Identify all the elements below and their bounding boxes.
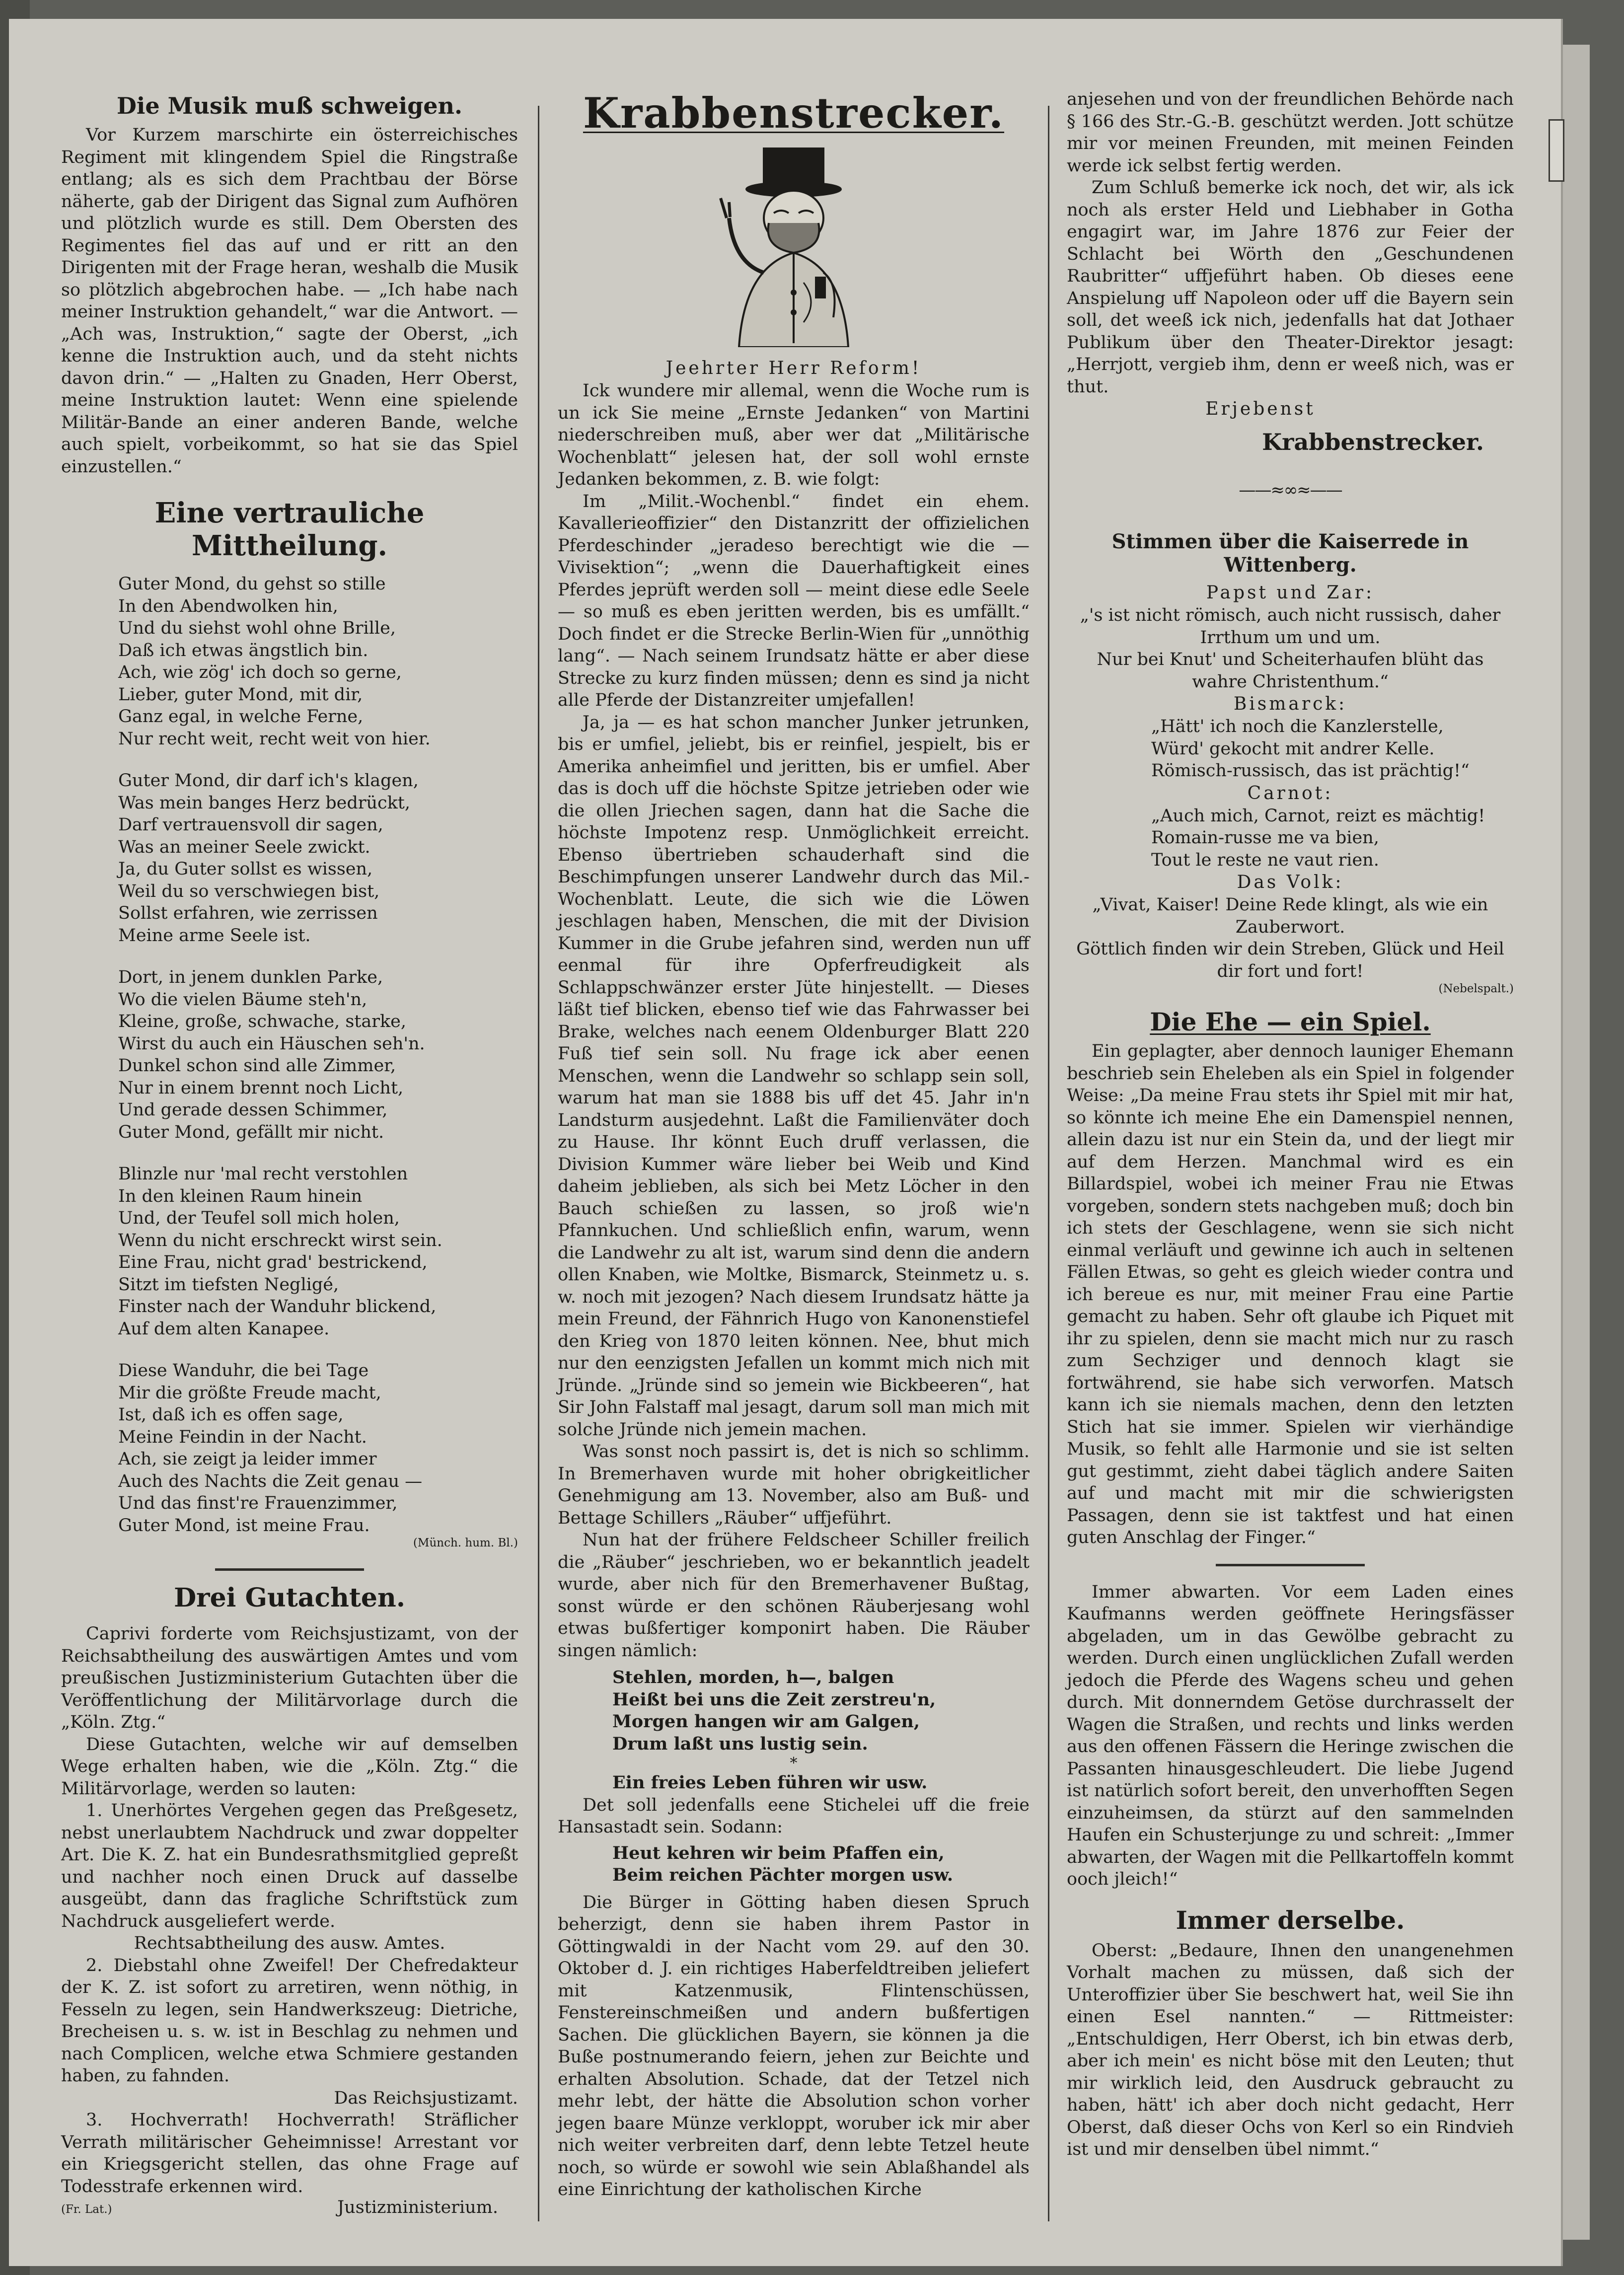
poem-line: Meine arme Seele ist. [118,925,311,946]
poem-line: Sitzt im tiefsten Negligé, [118,1274,339,1295]
verse-line: Römisch-russisch, das ist prächtig!“ [1151,761,1470,781]
gutachten-intro: Caprivi forderte vom Reichsjustizamt, von der Reichsabtheilung des auswärtigen Amtes und vom preußischen Justizministerium Gutachten über die Veröffentlichung der Militärvorlage durch die „Köln. Ztg.“ [61,1624,518,1732]
poem-line: Und, der Teufel soll mich holen, [118,1208,400,1228]
verse-2: Ein freies Leben führen wir usw. [612,1772,928,1793]
column-right [1067,19,1514,2161]
poem-line: Wirst du auch ein Häuschen seh'n. [118,1033,425,1054]
poem-line: Dunkel schon sind alle Zimmer, [118,1056,396,1076]
poem-line: Und das finst're Frauenzimmer, [118,1493,398,1513]
mittheilung-title: Eine vertrauliche Mittheilung. [154,497,425,562]
verse-line: Drum laßt uns lustig sein. [612,1733,868,1754]
poem-line: Ganz egal, in welche Ferne, [118,707,364,727]
gutachten-p2: Diese Gutachten, welche wir auf demselben Wege erhalten haben, wie die „Köln. Ztg.“ die Militärvorlage, werden so lauten: [61,1734,518,1799]
poem-line: Meine Feindin in der Nacht. [118,1427,367,1447]
abwarten-text: Immer abwarten. Vor eem Laden eines Kaufmanns werden geöffnete Heringsfässer abgeladen, um in das Gewölbe gebracht zu werden. Durch einen unglücklichen Zufall werden jedoch die Pferde des Wagens scheu und gehen durch. Mit donnerndem Getöse durchrasselt der Wagen die Straßen, und rechts und links werden aus den offenen Fässern die Heringe zwischen die Passanten hinausgeschleudert. Die liebe Jugend ist natürlich sofort bereit, den unverhofften Segen einzuheimsen, da stürzt auf den sammelnden Haufen ein Schusterjunge zu und schreit: „Immer abwarten, der Wagen mit die Pellkartoffeln kommt ooch jleich!“ [1067,1582,1514,1889]
column-middle [558,19,1030,2201]
salutation: Jeehrter Herr Reform! [665,358,922,378]
poem-line: Guter Mond, du gehst so stille [118,574,386,594]
column-left [61,19,518,2217]
poem-line: Kleine, große, schwache, starke, [118,1012,407,1031]
poem-line: Ach, sie zeigt ja leider immer [118,1449,377,1469]
krabben-cont-1: anjesehen und von der freundlichen Behörde nach § 166 des Str.-G.-B. geschützt werden. Jott schütze mir vor meinen Freunden, mit meinen Feinden werde ick selbst fertig werden. [1067,89,1514,176]
krabben-p2: Im „Milit.-Wochenbl.“ findet ein ehem. Kavallerieoffizier“ den Distanzritt der offizielichen Pferdeschinder „jeradeso berechtigt wie die — Vivisektion“; „wenn die Dauerhaftigkeit eines Pferdes jeprüft werden soll — meint diese edle Seele — so muß es eben jeritten werden, bis es umfällt.“ Doch findet er die Strecke Berlin-Wien für „unnöthig lang“. — Nach seinem Irundsatz hätte er aber diese Strecke zu kurz finden müssen; denn es sind ja nicht alle Pferde der Distanzreiter umjefallen! [558,491,1030,710]
poem-line: Auch des Nachts die Zeit genau — [118,1471,423,1491]
ehe-title: Die Ehe — ein Spiel. [1150,1007,1431,1036]
poem-line: Was an meiner Seele zwickt. [118,837,370,857]
kaiser-v4-b: Göttlich finden wir dein Streben, Glück und Heil dir fort und fort! [1076,939,1504,981]
poem [61,573,518,1537]
kaiser-v1-b: Nur bei Knut' und Scheiterhaufen blüht das wahre Christenthum.“ [1097,650,1484,692]
derselbe-text: Oberst: „Bedaure, Ihnen den unangenehmen Vorhalt machen zu müssen, daß sich der Unteroffizier über Sie beschwert hat, weil Sie ihn einen Esel nannten.“ — Rittmeister: „Entschuldigen, Herr Oberst, ich bin etwas derb, aber ich mein' es nicht böse mit den Leuten; thut mir wirklich leid, den Ausdruck gebraucht zu haben, hätt' ich aber doch nicht gedacht, Herr Oberst, daß dieser Ochs von Kerl so ein Rindvieh ist und mir denselben übel nimmt.“ [1067,1940,1514,2159]
poem-line: Und gerade dessen Schimmer, [118,1100,388,1120]
kaiser-v4-a: „Vivat, Kaiser! Deine Rede klingt, als wie ein Zauberwort. [1092,895,1488,937]
poem-line: Und du siehst wohl ohne Brille, [118,618,396,638]
gutachten-title: Drei Gutachten. [174,1583,405,1613]
verse-line: „Auch mich, Carnot, reizt es mächtig! [1151,806,1485,826]
verse-line: „Hätt' ich noch die Kanzlerstelle, [1151,717,1444,736]
gutachten-p5: 3. Hochverrath! Hochverrath! Sträflicher Verrath militärischer Geheimnisse! Arrestant vor ein Kriegsgericht stellen, das ohne Frage auf Todesstrafe erkennen wird. [61,2110,518,2197]
poem-line: Blinzle nur 'mal recht verstohlen [118,1164,408,1184]
poem-line: Ist, daß ich es offen sage, [118,1405,344,1425]
krabben-p3: Ja, ja — es hat schon mancher Junker jetrunken, bis er umfiel, jeliebt, bis er reinfiel, jespielt, bis er Amerika anheimfiel und jeritten, bis er umfiel. Aber das is doch uff die höchste Spitze jetrieben oder wie die ollen Jriechen sagen, dann hat die Sache die höchste Impotenz resp. Unmöglichkeit erreicht. Ebenso übertrieben schauderhaft sind die Beschimpfungen unserer Landwehr durch das Mil.-Wochenblatt. Leute, die sich wie die Löwen jeschlagen haben, Menschen, die mit der Division Kummer in die Grube jefahren sind, werden nun uff eenmal für ihre Opferfreudigkeit als Schlappschwänzer erster Jüte hinjestellt. — Dieses läßt tief blicken, ebenso tief wie das Fahrwasser bei Brake, welches nach eenem Oldenburger Blatt 220 Fuß tief sein soll. Nu frage ick aber eenen Menschen, wenn die Landwehr so schlapp sein soll, warum hat man sie 1888 bis uff det 45. Jahr in'n Landsturm ausjedehnt. Laßt die Familienväter doch zu Hause. Ihr könnt Euch druff verlassen, die Division Kummer wäre lieber bei Weib und Kind daheim jeblieben, als sich bei Metz Löcher in den Bauch schießen zu lassen, so jroß wie'n Pfannkuchen. Und schließlich enfin, warum, wenn die Landwehr zu alt ist, warum sind denn die andern ollen Knaben, wie Moltke, Bismarck, Steinmetz u. s. w. noch mit jezogen? Nach diesem Irundsatz hätte ja mein Freund, der Fähnrich Hugo von Kanonenstiefel den Krieg von 1870 leiten können. Nee, bhut mich nur den eenzigsten Jefallen un kommt mich nich mit Jründe. „Jründe sind so jemein wie Bickbeeren“, hat Sir John Falstaff mal jesagt, darum soll man mich mit solche Jründe nich jemein machen. [558,712,1030,1440]
verse-line: Stehlen, morden, h—, balgen [612,1667,894,1688]
krabben-p4: Was sonst noch passirt is, det is nich so schlimm. In Bremerhaven wurde mit hoher obrigkeitlicher Genehmigung am 13. November, also am Buß- und Bettage Schillers „Räuber“ uffjeführt. [558,1442,1030,1528]
poem-line: Ach, wie zög' ich doch so gerne, [118,662,402,682]
poem-line: Guter Mond, gefällt mir nicht. [118,1122,384,1142]
poem-line: Nur in einem brennt noch Licht, [118,1078,404,1098]
signature: Krabbenstrecker. [1262,429,1484,455]
poem-line: In den kleinen Raum hinein [118,1186,363,1206]
bismarck-verse [1067,716,1514,782]
poem-line: Auf dem alten Kanapee. [118,1319,330,1339]
kaiser-title: Stimmen über die Kaiserrede in Wittenberg. [1111,530,1469,577]
krabben-p7: Die Bürger in Götting haben diesen Spruch beherzigt, denn sie haben ihrem Pastor in Göttingwaldi in der Nacht vom 29. auf den 30. Oktober d. J. ein richtiges Haberfeldtreiben jeliefert mit Katzenmusik, Flintenschüssen, Fenstereinschmeißen und andern bußfertigen Sachen. Die glücklichen Bayern, sie können ja die Buße postnumerando feiern, jehen zur Beichte und erhalten Absolution. Schade, dat der Tetzel nich mehr lebt, der hätte die Absolution schon vorher jegen baare Münze verkloppt, woruber ick mir aber nich weiter verbreiten darf, denn lebte Tetzel heute noch, so würde er sowohl wie sein Ablaßhandel als eine Einrichtung der katholischen Kirche [558,1892,1030,2200]
poem-line: Sollst erfahren, wie zerrissen [118,903,378,923]
krabben-cont-2: Zum Schluß bemerke ick noch, det wir, als ick noch als erster Held und Liebhaber in Gotha engagirt war, im Jahre 1876 zur Feier der Schlacht bei Wörth den „Geschundenen Raubritter“ uffjeführt haben. Ob dieses eene Anspielung uff Napoleon oder uff die Bayern sein soll, det weeß ick nich, jedenfalls hat dat Jothaer Publikum über den Theater-Direktor jesagt: „Herrjott, vergieb ihm, denn er weeß nich, was er thut. [1067,178,1514,397]
krabben-p5: Nun hat der frühere Feldscheer Schiller freilich die „Räuber“ jeschrieben, wo er bekanntlich jeadelt wurde, aber nich für den Bremerhavener Bußtag, sonst würde er den schönen Räuberjesang wohl etwas bußfertiger komponirt haben. Die Räuber singen nämlich: [558,1530,1030,1661]
verse-line: Beim reichen Pächter morgen usw. [612,1865,954,1885]
poem-line: Was mein banges Herz bedrückt, [118,793,410,813]
gutachten-signature-3: Justizministerium. [337,2198,498,2217]
poem-line: Lieber, guter Mond, mit dir, [118,684,363,705]
raeuber-verse [558,1667,1030,1755]
poem-line: Wo die vielen Bäume steh'n, [118,989,368,1010]
gutachten-signature-1: Rechtsabtheilung des ausw. Amtes. [134,1933,445,1953]
asterisk: * [790,1755,798,1772]
verse-line: Tout le reste ne vaut rien. [1151,850,1379,870]
gutachten-source: (Fr. Lat.) [61,2203,112,2216]
derselbe-title: Immer derselbe. [1176,1905,1405,1935]
krabben-p1: Ick wundere mir allemal, wenn die Woche rum is un ick Sie meine „Ernste Jedanken“ von Martini niederschreiben muß, aber wer dat „Militärische Wochenblatt“ jelesen hat, der soll wohl ernste Jedanken bekommen, z. B. wie folgt: [558,381,1030,489]
gutachten-footer [61,2198,518,2217]
poem-line: Finster nach der Wanduhr blickend, [118,1297,437,1317]
mittheilung-source: (Münch. hum. Bl.) [413,1537,518,1549]
gutachten-p4: 2. Diebstahl ohne Zweifel! Der Chefredakteur der K. Z. ist sofort zu arretiren, wenn nöthig, in Fesseln zu legen, sein Handwerkszeug: Dietriche, Brecheisen u. s. w. ist in Beschlag zu nehmen und nach Complicen, welche etwa Schmiere gestanden haben, zu fahnden. [61,1955,518,2086]
speaker-papst: Papst und Zar: [1206,583,1375,603]
column-rule-right [1048,106,1049,2221]
musik-title: Die Musik muß schweigen. [117,92,462,119]
kaiser-source: (Nebelspalt.) [1438,982,1514,995]
poem-line: Darf vertrauensvoll dir sagen, [118,815,383,835]
stanza-5 [61,1360,518,1537]
column-rule-left [538,106,539,2221]
closing: Erjebenst [1205,399,1316,419]
poem-line: Ja, du Guter sollst es wissen, [118,859,373,879]
speaker-bismarck: Bismarck: [1233,694,1347,714]
stanza-2 [61,770,518,947]
verse-line: Morgen hangen wir am Galgen, [612,1711,920,1732]
stanza-1 [61,573,518,750]
verse-line: Romain-russe me va bien, [1151,828,1379,848]
newspaper-page [9,19,1563,2266]
poem-line: Guter Mond, dir darf ich's klagen, [118,771,419,791]
stanza-3 [61,966,518,1143]
gutachten-signature-2: Das Reichsjustizamt. [334,2088,518,2108]
carnot-verse [1067,805,1514,872]
poem-line: Guter Mond, ist meine Frau. [118,1515,370,1536]
verse-line: Heut kehren wir beim Pfaffen ein, [612,1842,945,1863]
ornament-divider: ——≈∞≈—— [1239,480,1342,500]
gutachten-p3: 1. Unerhörtes Vergehen gegen das Preßgesetz, nebst unerlaubtem Nachdruck und zwar doppelter Art. Die K. Z. hat ein Bundesrathsmitglied gepreßt und nachher noch einen Druck auf dasselbe ausgeübt, dann das fragliche Schriftstück zum Nachdruck ausgeliefert werde. [61,1801,518,1931]
page-stack-edge [1561,45,1590,2240]
speaker-volk: Das Volk: [1237,872,1344,892]
page-tab [1549,119,1564,182]
verse-line: Würd' gekocht mit andrer Kelle. [1151,738,1435,759]
cartoon-man-illustration [704,144,883,347]
ehe-text: Ein geplagter, aber dennoch launiger Ehemann beschrieb sein Eheleben als ein Spiel in folgender Weise: „Da meine Frau stets ihr Spiel mit mir hat, so könnte ich meine Ehe ein Damenspiel nennen, allein dazu ist nur ein Stein da, und der liegt mir auf dem Herzen. Manchmal wird es ein Billardspiel, wobei ich meiner Frau nie Etwas vorgeben, sondern stets nachgeben muß; doch bin ich stets der Geschlagene, wenn sie sich nicht einmal verläuft und gewinne ich auch in seltenen Fällen Etwas, so geht es gleich wieder contra und ich bereue es nur, mit meiner Frau eine Partie gemacht zu haben. Sehr oft glaube ich Piquet mit ihr zu spielen, denn sie macht mich nur zu rasch zum Sechziger und dennoch klagt sie fortwährend, sie habe sich verworfen. Matsch kann ich sie niemals machen, denn den letzten Stich hat sie immer. Spielen wir vierhändige Musik, so fehlt alle Harmonie und sie ist selten gut gestimmt, zieht dabei täglich andere Saiten auf und macht mit mir die schwierigsten Passagen, denn sie ist taktfest und hat einen guten Anschlag der Finger.“ [1067,1041,1514,1547]
musik-text: Vor Kurzem marschirte ein österreichisches Regiment mit klingendem Spiel die Ringstraße entlang; als es sich dem Prachtbau der Börse näherte, gab der Dirigent das Signal zum Aufhören und plötzlich wurde es still. Dem Obersten des Regimentes fiel das auf und er ritt an den Dirigenten mit der Frage heran, weshalb die Musik so plötzlich abgebrochen habe. — „Ich habe nach meiner Instruktion gehandelt,“ war die Antwort. — „Ach was, Instruktion,“ sagte der Oberst, „ich kenne die Instruktion auch, und da steht nichts davon drin.“ — „Halten zu Gnaden, Herr Oberst, meine Instruktion lautet: Wenn eine spielende Militär-Bande an einer anderen Bande, welche auch spielt, vorbeikommt, so hat sie das Spiel einzustellen.“ [61,125,518,477]
pfaffen-verse [558,1842,1030,1887]
poem-line: Mir die größte Freude macht, [118,1383,381,1403]
stanza-4 [61,1163,518,1340]
poem-line: Wenn du nicht erschreckt wirst sein. [118,1230,443,1250]
speaker-carnot: Carnot: [1247,783,1333,804]
verse-line: Heißt bei uns die Zeit zerstreu'n, [612,1689,936,1710]
poem-line: Eine Frau, nicht grad' bestrickend, [118,1252,428,1272]
poem-line: Diese Wanduhr, die bei Tage [118,1361,369,1381]
poem-line: Daß ich etwas ängstlich bin. [118,640,369,660]
krabben-title: Krabbenstrecker. [583,88,1005,138]
kaiser-v1-a: „'s ist nicht römisch, auch nicht russisch, daher Irrthum um und um. [1080,605,1501,648]
poem-line: Dort, in jenem dunklen Parke, [118,967,383,987]
krabben-p6: Det soll jedenfalls eene Stichelei uff die freie Hansastadt sein. Sodann: [558,1795,1030,1837]
poem-line: Nur recht weit, recht weit von hier. [118,729,431,749]
poem-line: In den Abendwolken hin, [118,596,338,616]
poem-line: Weil du so verschwiegen bist, [118,881,380,901]
